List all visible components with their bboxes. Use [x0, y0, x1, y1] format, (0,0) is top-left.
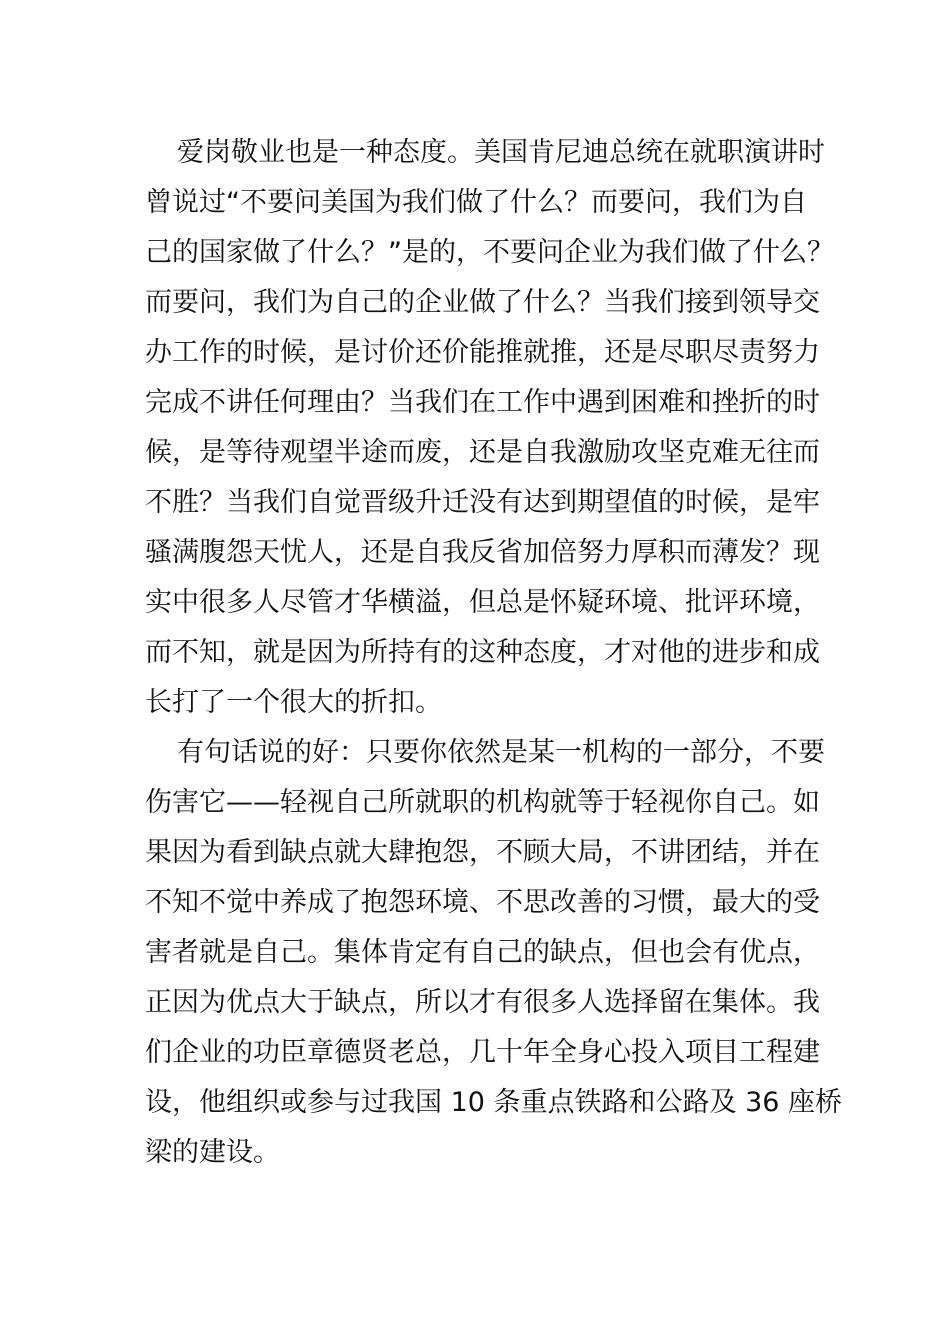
paragraph-line: 伤害它——轻视自己所就职的机构就等于轻视你自己。如 [145, 787, 820, 818]
paragraph-line: 有句话说的好：只要你依然是某一机构的一部分，不要 [177, 737, 825, 768]
paragraph-line: 害者就是自己。集体肯定有自己的缺点，但也会有优点， [145, 937, 820, 968]
paragraph-line: 设，他组织或参与过我国 10 条重点铁路和公路及 36 座桥 [145, 1087, 843, 1118]
paragraph-line: 而不知，就是因为所持有的这种态度，才对他的进步和成 [145, 637, 820, 668]
paragraph-line: 候，是等待观望半途而废，还是自我激励攻坚克难无往而 [145, 437, 820, 468]
paragraph-1 [145, 128, 834, 728]
paragraph-line: 骚满腹怨天忧人，还是自我反省加倍努力厚积而薄发？现 [145, 537, 820, 568]
paragraph-2 [145, 728, 843, 1178]
paragraph-line: 们企业的功臣章德贤老总，几十年全身心投入项目工程建 [145, 1037, 820, 1068]
paragraph-line: 办工作的时候，是讨价还价能推就推，还是尽职尽责努力 [145, 337, 820, 368]
paragraph-line: 完成不讲任何理由？当我们在工作中遇到困难和挫折的时 [145, 387, 820, 418]
paragraph-line: 实中很多人尽管才华横溢，但总是怀疑环境、批评环境， [145, 587, 820, 618]
paragraph-line: 不知不觉中养成了抱怨环境、不思改善的习惯，最大的受 [145, 887, 820, 918]
paragraph-line: 曾说过“不要问美国为我们做了什么？而要问，我们为自 [145, 187, 807, 218]
document-body [145, 128, 843, 1178]
paragraph-line: 梁的建设。 [145, 1137, 280, 1168]
paragraph-line: 长打了一个很大的折扣。 [145, 687, 442, 718]
paragraph-line: 己的国家做了什么？”是的，不要问企业为我们做了什么？ [145, 237, 834, 268]
paragraph-line: 爱岗敬业也是一种态度。美国肯尼迪总统在就职演讲时 [177, 137, 825, 168]
paragraph-line: 正因为优点大于缺点，所以才有很多人选择留在集体。我 [145, 987, 820, 1018]
paragraph-line: 果因为看到缺点就大肆抱怨，不顾大局，不讲团结，并在 [145, 837, 820, 868]
paragraph-line: 不胜？当我们自觉晋级升迁没有达到期望值的时候，是牢 [145, 487, 820, 518]
paragraph-line: 而要问，我们为自己的企业做了什么？当我们接到领导交 [145, 287, 820, 318]
